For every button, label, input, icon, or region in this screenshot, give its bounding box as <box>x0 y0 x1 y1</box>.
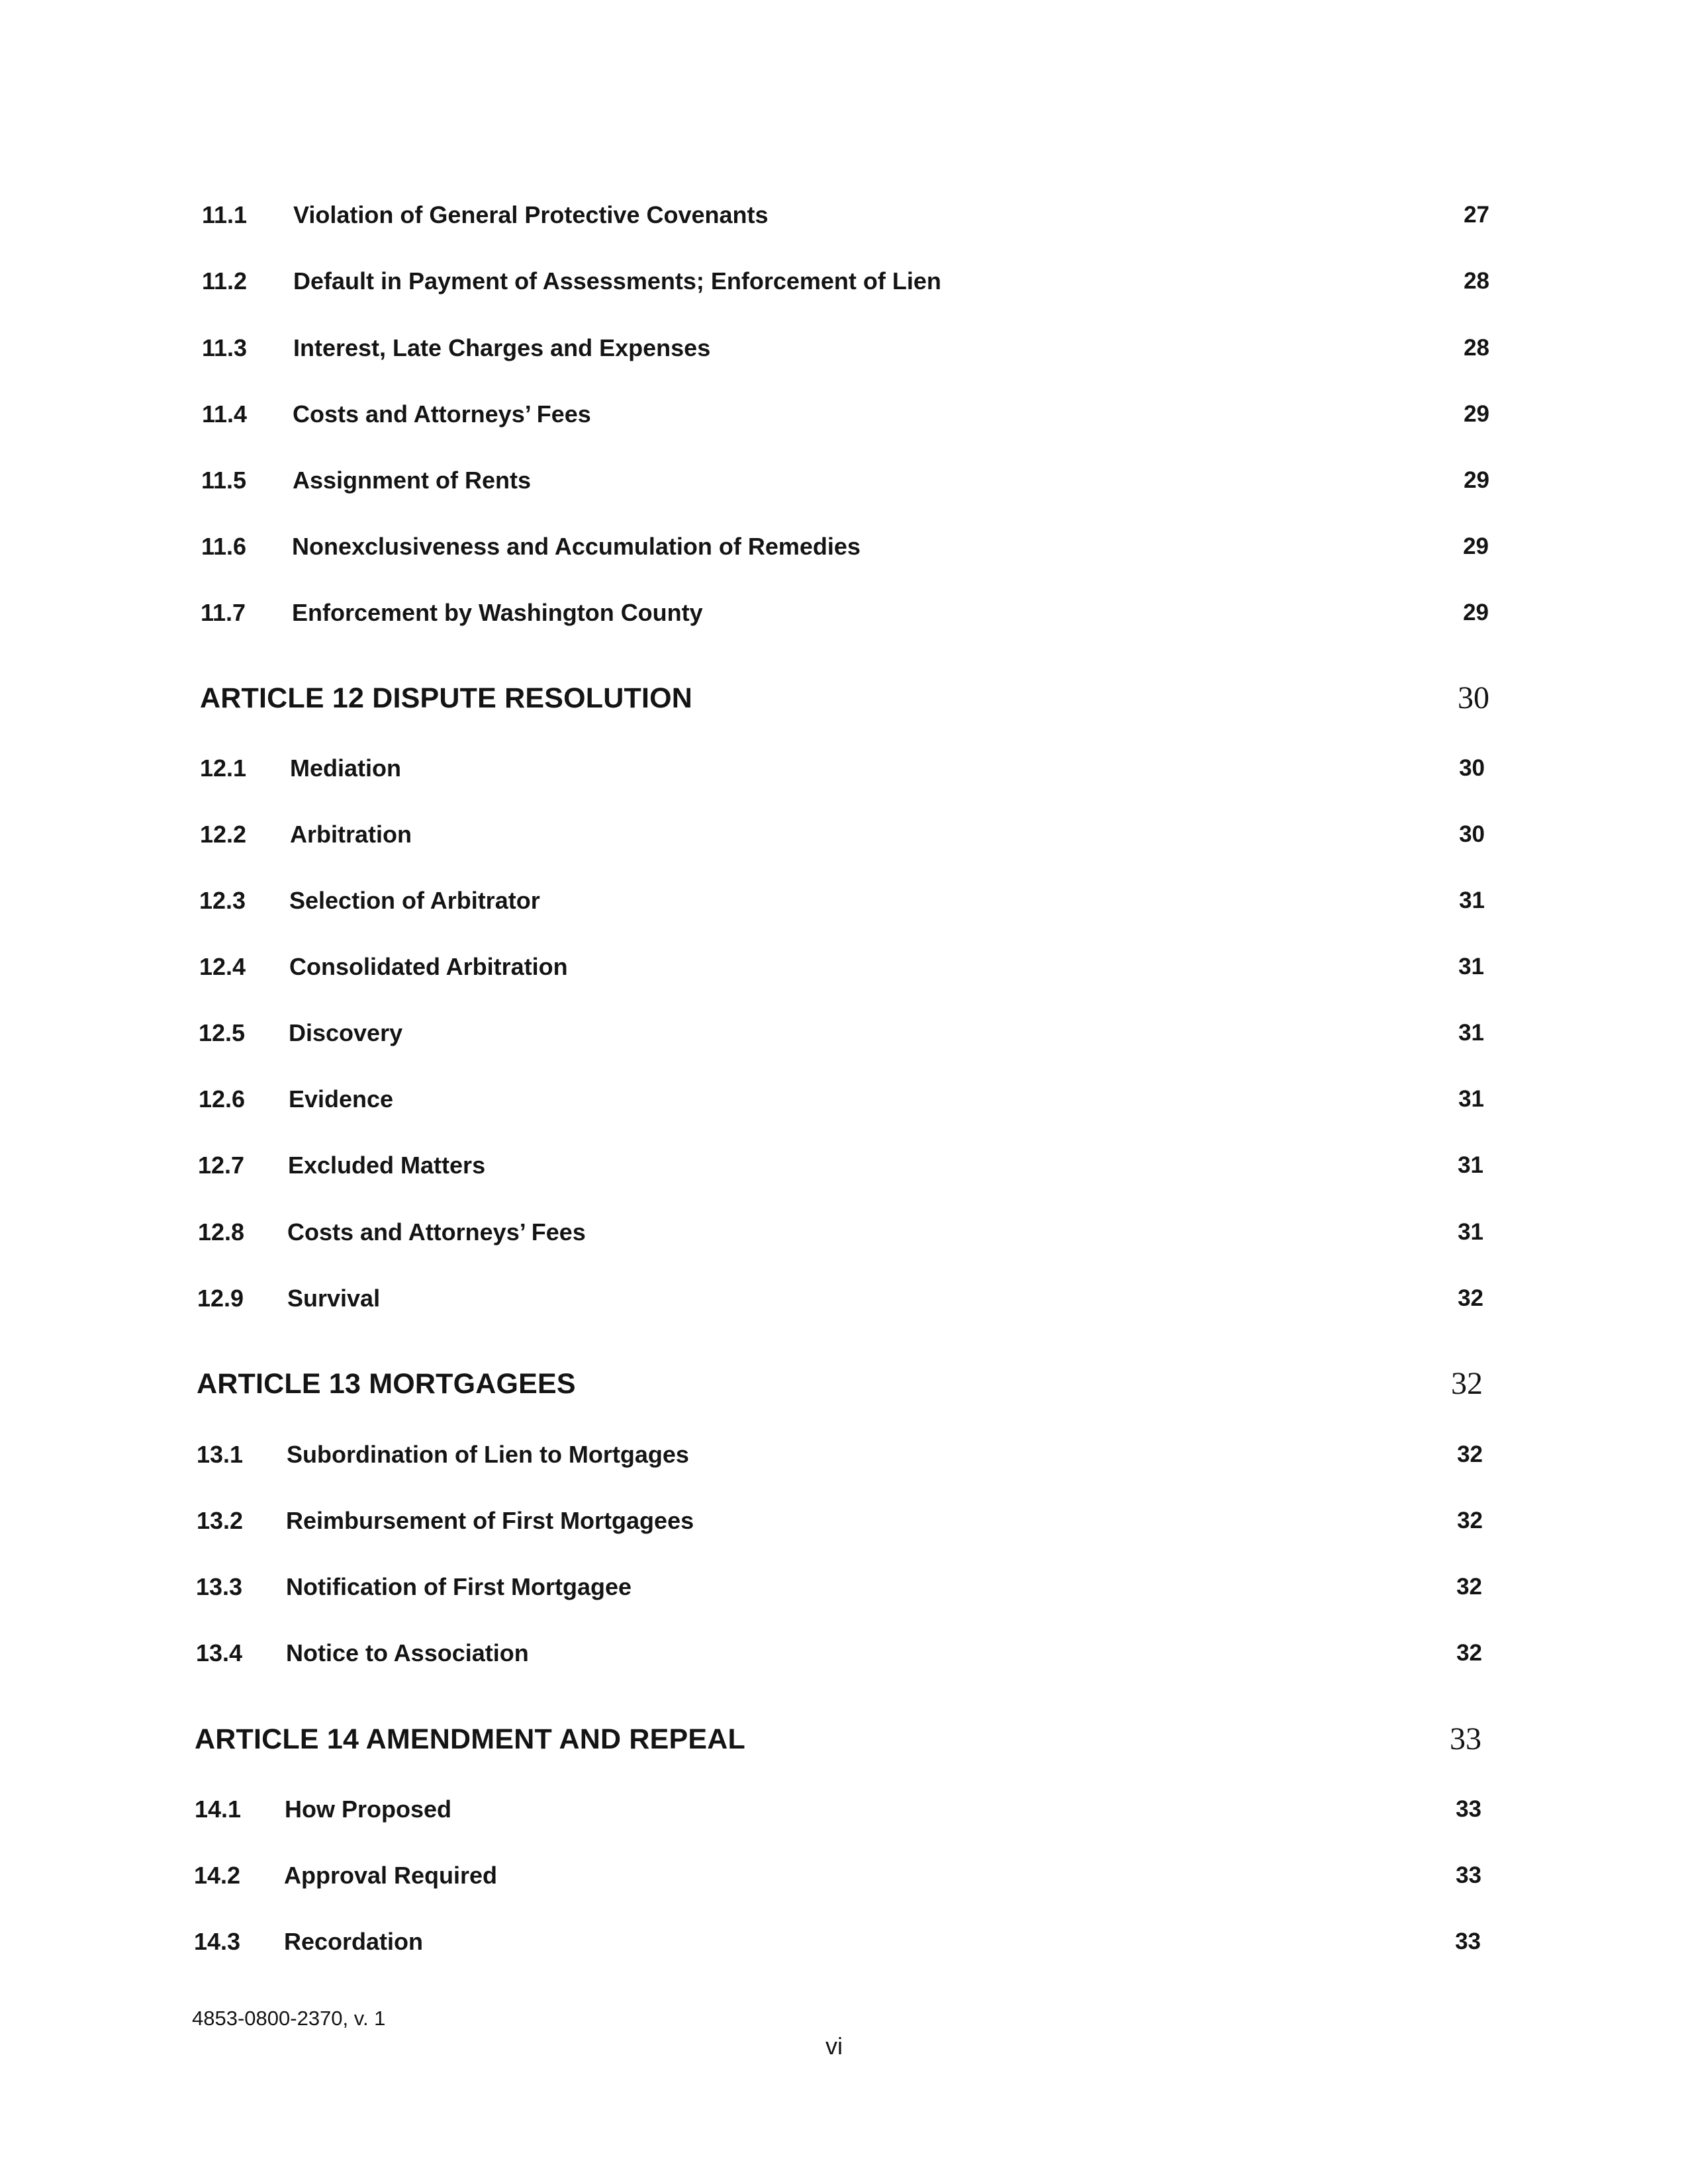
section-number: 11.7 <box>201 599 246 626</box>
page-number: 31 <box>1458 954 1484 979</box>
toc-entry-11-7[interactable] <box>0 593 1688 633</box>
page-number: 32 <box>1456 1574 1482 1600</box>
page-number: 29 <box>1463 600 1489 625</box>
page-number: 29 <box>1464 401 1489 427</box>
section-title: Mediation <box>290 754 401 782</box>
section-title: Discovery <box>289 1019 403 1046</box>
toc-entry-13-1[interactable] <box>0 1435 1688 1475</box>
toc-entry-11-6[interactable] <box>0 527 1688 567</box>
section-title: Consolidated Arbitration <box>289 953 568 980</box>
section-title: Notice to Association <box>286 1639 529 1666</box>
toc-entry-12-8[interactable] <box>0 1212 1688 1252</box>
section-title: Assignment of Rents <box>293 467 532 494</box>
section-number: 11.6 <box>201 533 247 560</box>
page-number: 31 <box>1458 1020 1484 1046</box>
page-number: 28 <box>1464 268 1489 294</box>
page-number: 31 <box>1458 1086 1484 1112</box>
section-title: Approval Required <box>284 1862 498 1889</box>
toc-entry-11-1[interactable] <box>0 195 1688 235</box>
toc-entry-11-2[interactable] <box>0 261 1688 301</box>
toc-article-13[interactable] <box>0 1364 1688 1404</box>
page-number: 33 <box>1455 1929 1481 1954</box>
toc-article-14[interactable] <box>0 1719 1688 1759</box>
toc-entry-12-4[interactable] <box>0 947 1688 987</box>
section-number: 14.3 <box>194 1928 241 1955</box>
page-number: 33 <box>1450 1721 1481 1756</box>
page-number-footer: vi <box>825 2032 843 2060</box>
section-number: 12.2 <box>200 821 247 848</box>
toc-entry-12-9[interactable] <box>0 1279 1688 1318</box>
section-title: Recordation <box>284 1928 424 1955</box>
page-number: 27 <box>1464 202 1489 228</box>
toc-entry-13-2[interactable] <box>0 1501 1688 1541</box>
section-title: Costs and Attorneys’ Fees <box>293 400 591 428</box>
toc-entry-11-5[interactable] <box>0 461 1688 500</box>
page-number: 29 <box>1463 533 1489 559</box>
section-number: 11.3 <box>202 334 248 361</box>
section-number: 11.4 <box>202 400 248 428</box>
page-number: 31 <box>1458 1152 1483 1178</box>
page-number: 31 <box>1458 1219 1483 1245</box>
toc-entry-12-2[interactable] <box>0 815 1688 854</box>
section-title: Costs and Attorneys’ Fees <box>287 1218 586 1246</box>
toc-article-12[interactable] <box>0 678 1688 718</box>
page-number: 30 <box>1458 680 1489 715</box>
toc-entry-14-1[interactable] <box>0 1790 1688 1829</box>
toc-entry-14-3[interactable] <box>0 1922 1688 1962</box>
section-number: 12.1 <box>200 754 247 782</box>
section-number: 13.3 <box>196 1573 243 1600</box>
article-title: ARTICLE 13 MORTGAGEES <box>197 1368 576 1400</box>
section-number: 11.5 <box>201 467 247 494</box>
section-title: Survival <box>287 1285 381 1312</box>
section-title: Excluded Matters <box>288 1152 486 1179</box>
toc-entry-12-5[interactable] <box>0 1013 1688 1053</box>
section-title: Arbitration <box>290 821 412 848</box>
page-number: 33 <box>1456 1862 1481 1888</box>
page-number: 30 <box>1459 821 1485 847</box>
section-title: Reimbursement of First Mortgagees <box>286 1507 694 1534</box>
toc-entry-12-3[interactable] <box>0 881 1688 921</box>
section-number: 12.6 <box>199 1085 246 1113</box>
section-number: 14.2 <box>194 1862 241 1889</box>
toc-entry-13-3[interactable] <box>0 1567 1688 1607</box>
section-title: Enforcement by Washington County <box>292 599 703 626</box>
section-number: 13.4 <box>196 1639 243 1666</box>
page-number: 28 <box>1464 335 1489 361</box>
section-title: Notification of First Mortgagee <box>286 1573 632 1600</box>
section-title: Default in Payment of Assessments; Enforcement of Lien <box>293 267 941 295</box>
toc-entry-12-6[interactable] <box>0 1079 1688 1119</box>
section-number: 13.2 <box>197 1507 244 1534</box>
toc-entry-13-4[interactable] <box>0 1633 1688 1673</box>
page-number: 29 <box>1464 467 1489 493</box>
toc-entry-12-7[interactable] <box>0 1146 1688 1185</box>
section-title: How Proposed <box>285 1796 452 1823</box>
page-number: 32 <box>1451 1366 1483 1401</box>
section-title: Interest, Late Charges and Expenses <box>293 334 711 361</box>
section-number: 14.1 <box>195 1796 242 1823</box>
article-title: ARTICLE 14 AMENDMENT AND REPEAL <box>195 1723 745 1755</box>
page-number: 30 <box>1459 755 1485 781</box>
section-number: 12.9 <box>197 1285 244 1312</box>
page-number: 32 <box>1457 1441 1483 1467</box>
section-number: 13.1 <box>197 1441 244 1468</box>
section-title: Violation of General Protective Covenants <box>293 201 769 228</box>
toc-entry-11-4[interactable] <box>0 394 1688 434</box>
section-number: 12.7 <box>198 1152 245 1179</box>
section-number: 12.8 <box>198 1218 245 1246</box>
section-title: Nonexclusiveness and Accumulation of Remedies <box>292 533 861 560</box>
page-number: 32 <box>1457 1508 1483 1533</box>
toc-entry-14-2[interactable] <box>0 1856 1688 1895</box>
section-title: Selection of Arbitrator <box>289 887 540 914</box>
section-number: 11.2 <box>202 267 248 295</box>
section-title: Evidence <box>289 1085 394 1113</box>
document-id-footer: 4853-0800-2370, v. 1 <box>192 2007 386 2030</box>
article-title: ARTICLE 12 DISPUTE RESOLUTION <box>200 682 693 714</box>
page-number: 33 <box>1456 1796 1481 1822</box>
page-number: 32 <box>1456 1640 1482 1666</box>
section-number: 12.5 <box>199 1019 246 1046</box>
toc-entry-12-1[interactable] <box>0 749 1688 788</box>
section-number: 11.1 <box>202 201 248 228</box>
section-number: 12.4 <box>199 953 246 980</box>
section-title: Subordination of Lien to Mortgages <box>287 1441 689 1468</box>
toc-entry-11-3[interactable] <box>0 328 1688 368</box>
section-number: 12.3 <box>199 887 246 914</box>
page-number: 31 <box>1459 887 1485 913</box>
page-number: 32 <box>1458 1285 1483 1311</box>
